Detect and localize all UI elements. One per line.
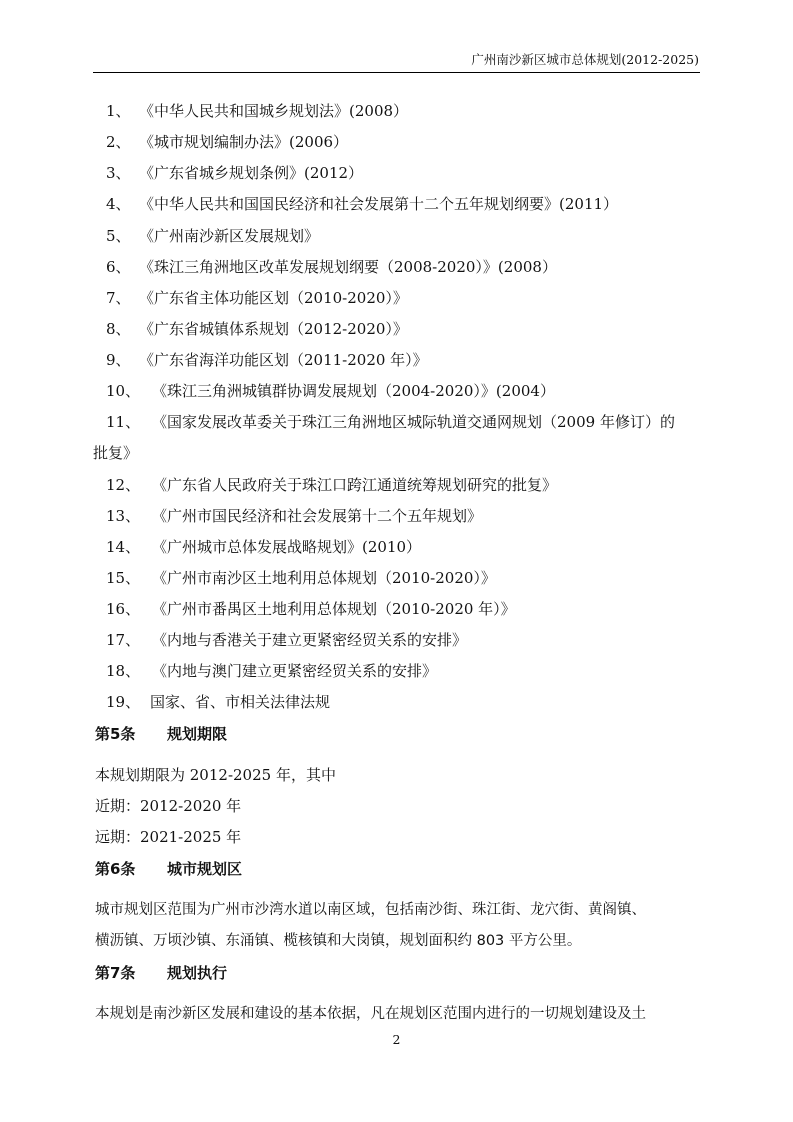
list-item: [106, 257, 557, 277]
list-item-text: 《珠江三角洲城镇群协调发展规划（2004-2020）》(2004）: [152, 382, 555, 400]
list-item: [106, 226, 319, 246]
list-item: [106, 163, 363, 183]
list-item-number: 5、: [106, 227, 131, 245]
list-item-number: 12、: [106, 476, 141, 494]
list-item-text: 《珠江三角洲地区改革发展规划纲要（2008-2020）》(2008）: [139, 258, 557, 276]
list-item: [106, 568, 496, 588]
list-item-number: 7、: [106, 289, 131, 307]
list-item-number: 10、: [106, 382, 141, 400]
list-item-text: 《广东省城镇体系规划（2012-2020）》: [139, 320, 408, 338]
list-item-text: 国家、省、市相关法律法规: [150, 693, 331, 711]
list-item: [106, 506, 482, 526]
section-title: 城市规划区: [167, 860, 243, 878]
section-title: 规划执行: [167, 964, 228, 982]
list-item-text: 《广州市国民经济和社会发展第十二个五年规划》: [152, 507, 483, 525]
list-item: [106, 412, 675, 432]
header-divider: [93, 72, 700, 73]
list-item: [106, 288, 408, 308]
paragraph: 城市规划区范围为广州市沙湾水道以南区域，包括南沙街、珠江街、龙穴街、黄阁镇、: [95, 902, 646, 918]
section-number: 第5条: [95, 725, 136, 743]
header-title: 广州南沙新区城市总体规划(2012-2025): [471, 52, 699, 67]
list-item-text: 《国家发展改革委关于珠江三角洲地区城际轨道交通网规划（2009 年修订）的: [152, 413, 675, 431]
list-item-text: 《内地与香港关于建立更紧密经贸关系的安排》: [152, 631, 468, 649]
list-item: [106, 475, 557, 495]
list-item-number: 3、: [106, 164, 131, 182]
section-number: 第6条: [95, 860, 136, 878]
list-item: [106, 381, 555, 401]
list-item-text: 《广州南沙新区发展规划》: [139, 227, 320, 245]
list-item-text: 《广东省人民政府关于珠江口跨江通道统筹规划研究的批复》: [152, 476, 558, 494]
list-item-text: 《广东省城乡规划条例》(2012）: [139, 164, 364, 182]
section-number: 第7条: [95, 964, 136, 982]
list-item: [106, 630, 467, 650]
paragraph: 横沥镇、万顷沙镇、东涌镇、榄核镇和大岗镇，规划面积约 803 平方公里。: [95, 933, 582, 949]
list-item-text: 《广东省主体功能区划（2010-2020）》: [139, 289, 408, 307]
list-item: [106, 692, 330, 712]
list-item: [106, 194, 618, 214]
list-item: [106, 101, 408, 121]
list-item: [106, 350, 428, 370]
list-item-number: 14、: [106, 538, 141, 556]
list-item-number: 2、: [106, 133, 131, 151]
list-item-number: 11、: [106, 413, 141, 431]
section-heading: [95, 963, 227, 983]
list-item-text: 《中华人民共和国国民经济和社会发展第十二个五年规划纲要》(2011）: [139, 195, 619, 213]
list-item-text: 《内地与澳门建立更紧密经贸关系的安排》: [152, 662, 438, 680]
list-item-number: 15、: [106, 569, 141, 587]
section-heading: [95, 724, 227, 744]
list-item-text: 《广州城市总体发展战略规划》(2010）: [152, 538, 422, 556]
list-item-continuation: 批复》: [93, 444, 139, 462]
paragraph: 近期：2012-2020 年: [95, 797, 242, 815]
list-item: [106, 599, 516, 619]
list-item-number: 6、: [106, 258, 131, 276]
section-title: 规划期限: [167, 725, 228, 743]
list-item-number: 1、: [106, 102, 131, 120]
paragraph: 本规划期限为 2012-2025 年，其中: [95, 766, 336, 784]
list-item-number: 18、: [106, 662, 141, 680]
list-item-text: 《广州市番禺区土地利用总体规划（2010-2020 年）》: [152, 600, 516, 618]
list-item-number: 4、: [106, 195, 131, 213]
list-item-number: 16、: [106, 600, 141, 618]
list-item: [106, 661, 437, 681]
list-item-text: 《广州市南沙区土地利用总体规划（2010-2020）》: [152, 569, 496, 587]
paragraph: 远期：2021-2025 年: [95, 828, 242, 846]
list-item: [106, 132, 348, 152]
page-number: 2: [392, 1032, 401, 1047]
list-item: [106, 537, 421, 557]
list-item-number: 8、: [106, 320, 131, 338]
list-item-number: 17、: [106, 631, 141, 649]
list-item-text: 《城市规划编制办法》(2006）: [139, 133, 349, 151]
list-item-number: 9、: [106, 351, 131, 369]
section-heading: [95, 859, 242, 879]
list-item-text: 《中华人民共和国城乡规划法》(2008）: [139, 102, 409, 120]
list-item-text: 《广东省海洋功能区划（2011-2020 年）》: [139, 351, 428, 369]
list-item-number: 13、: [106, 507, 141, 525]
list-item: [106, 319, 408, 339]
list-item-number: 19、: [106, 693, 141, 711]
paragraph: 本规划是南沙新区发展和建设的基本依据，凡在规划区范围内进行的一切规划建设及土: [95, 1006, 646, 1022]
